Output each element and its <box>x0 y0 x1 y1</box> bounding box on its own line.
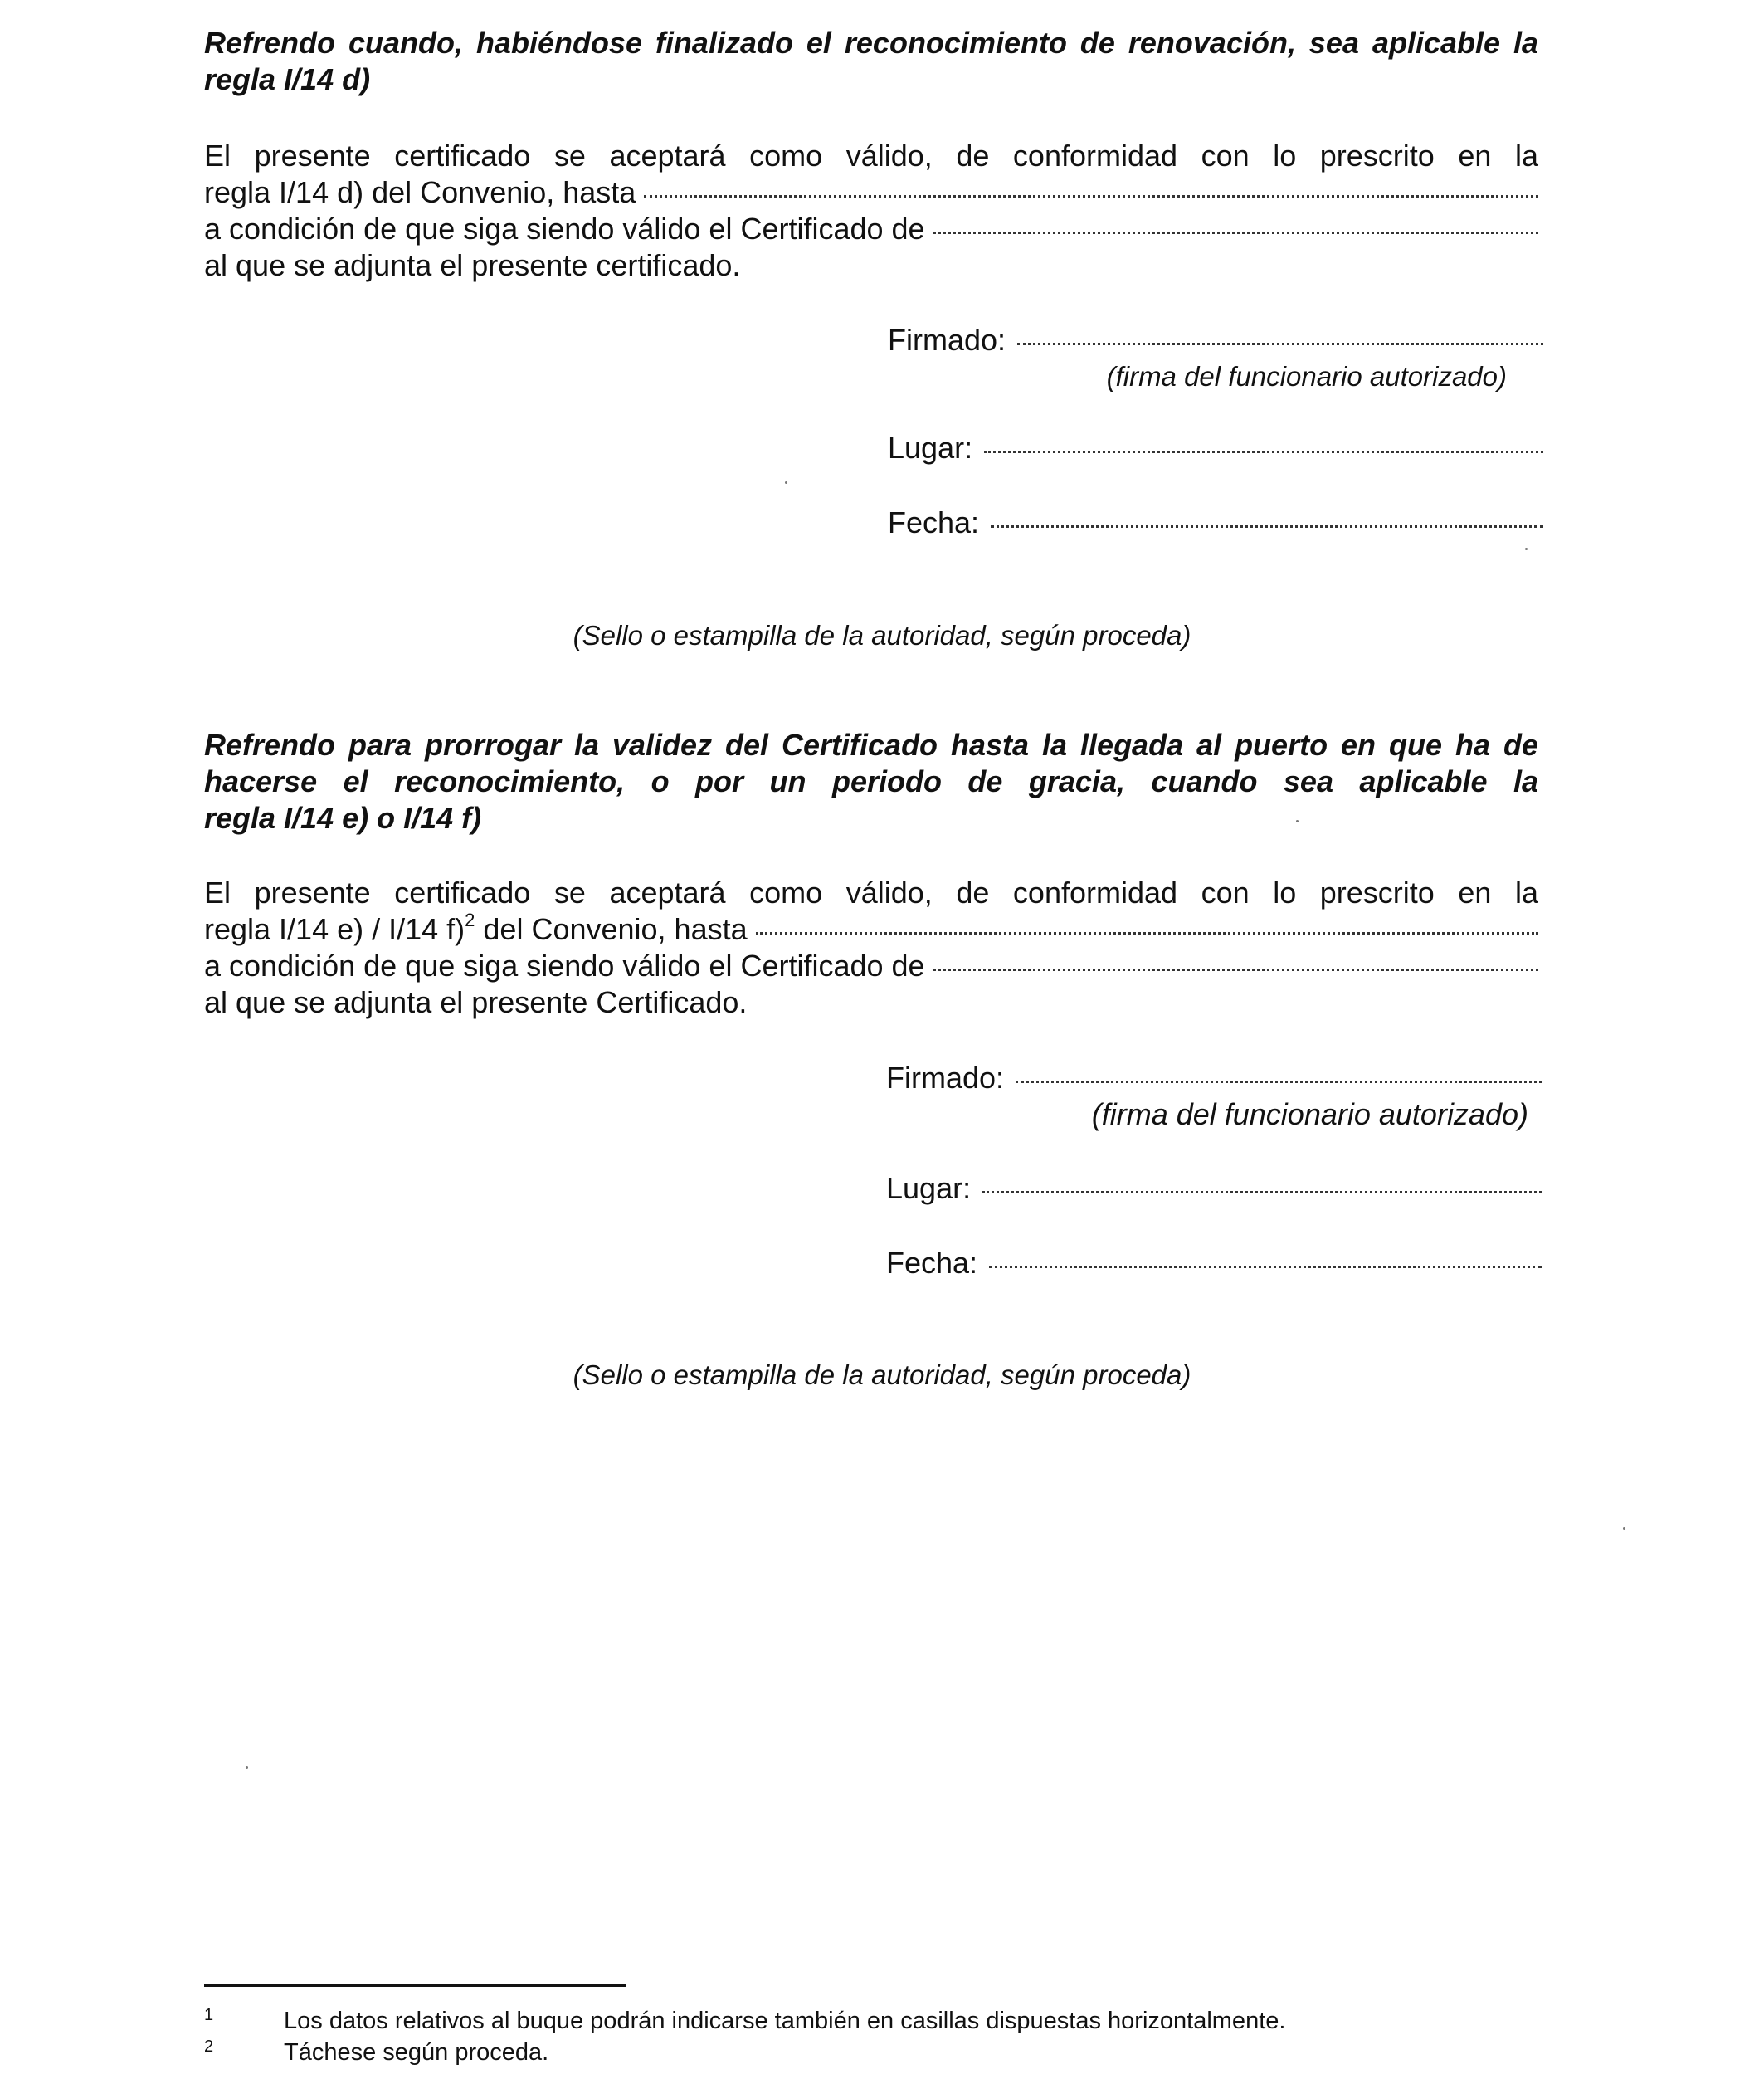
scan-speck <box>1296 820 1299 822</box>
section2-place-block <box>886 1170 1542 1207</box>
section2-place-field[interactable] <box>982 1191 1542 1193</box>
section2-heading-line3: regla I/14 e) o I/14 f) <box>204 801 482 835</box>
section2-date-label: Fecha: <box>886 1246 978 1280</box>
section1-place-block <box>888 430 1543 466</box>
section1-until-field[interactable] <box>644 195 1538 198</box>
scan-speck <box>246 1766 248 1769</box>
section2-heading <box>204 727 1538 837</box>
section2-stamp-note: (Sello o estampilla de la autoridad, según proceda) <box>573 1359 1191 1390</box>
scan-speck <box>785 481 787 484</box>
section1-signed-field[interactable] <box>1017 343 1543 345</box>
section2-para-line4: al que se adjunta el presente Certificado. <box>204 985 748 1019</box>
section2-certificate-field[interactable] <box>933 969 1538 971</box>
section1-heading <box>204 25 1538 98</box>
section2-signed-label: Firmado: <box>886 1061 1005 1095</box>
scan-speck <box>1623 1527 1625 1530</box>
footnote-1 <box>204 2007 1285 2035</box>
section1-date-field[interactable] <box>991 525 1543 528</box>
section1-stamp-note: (Sello o estampilla de la autoridad, según proceda) <box>573 620 1191 651</box>
footnote-2 <box>204 2038 548 2067</box>
section1-heading-line1: Refrendo cuando, habiéndose finalizado el reconocimiento de renovación, sea aplicable la <box>204 26 1538 60</box>
section2-signed-caption: (firma del funcionario autorizado) <box>1091 1097 1528 1131</box>
section2-para-line2-b: del Convenio, hasta <box>475 912 748 946</box>
footnote-1-number: 1 <box>204 2006 214 2024</box>
section1-certificate-field[interactable] <box>933 232 1538 234</box>
section2-until-row <box>204 911 1538 948</box>
section2-date-field[interactable] <box>989 1266 1542 1268</box>
section2-certificate-row <box>204 948 1538 984</box>
section1-date-label: Fecha: <box>888 505 980 539</box>
section1-heading-line2: regla I/14 d) <box>204 62 371 96</box>
section2-signed-block <box>886 1060 1542 1133</box>
section1-para-line2: regla I/14 d) del Convenio, hasta <box>204 175 636 209</box>
section2-place-label: Lugar: <box>886 1171 972 1205</box>
section2-para-line2 <box>204 911 748 948</box>
footnote-1-text: Los datos relativos al buque podrán indicarse también en casillas dispuestas horizontalmente. <box>284 2008 1286 2034</box>
section1-para-line3: a condición de que siga siendo válido el Certificado de <box>204 212 925 246</box>
section2-date-block <box>886 1245 1542 1281</box>
section2-heading-line1: Refrendo para prorrogar la validez del Certificado hasta la llegada al puerto en que ha de <box>204 728 1538 762</box>
section2-heading-line2: hacerse el reconocimiento, o por un periodo de gracia, cuando sea aplicable la <box>204 764 1538 798</box>
section1-signed-label: Firmado: <box>888 323 1006 357</box>
section1-para-line4: al que se adjunta el presente certificado. <box>204 248 741 282</box>
section1-place-label: Lugar: <box>888 431 973 465</box>
section1-place-field[interactable] <box>984 451 1543 453</box>
footnote-separator <box>204 1984 626 1987</box>
section2-paragraph <box>204 875 1538 1021</box>
footnote-2-number: 2 <box>204 2037 214 2056</box>
section1-signed-caption: (firma del funcionario autorizado) <box>1106 361 1507 392</box>
section2-para-line1: El presente certificado se aceptará como válido, de conformidad con lo prescrito en la <box>204 876 1538 910</box>
scan-speck <box>1525 548 1528 550</box>
section1-paragraph <box>204 138 1538 284</box>
section1-certificate-row <box>204 211 1538 247</box>
section2-until-field[interactable] <box>756 932 1538 935</box>
section2-para-line3: a condición de que siga siendo válido el Certificado de <box>204 949 925 983</box>
section1-para-line1: El presente certificado se aceptará como válido, de conformidad con lo prescrito en la <box>204 139 1538 173</box>
section1-date-block <box>888 505 1543 541</box>
section1-signed-block <box>888 322 1543 395</box>
footnote-ref-2: 2 <box>465 910 475 930</box>
section2-signed-field[interactable] <box>1016 1081 1542 1083</box>
footnote-2-text: Táchese según proceda. <box>284 2039 549 2066</box>
section1-until-row <box>204 174 1538 211</box>
section2-para-line2-a: regla I/14 e) / I/14 f) <box>204 912 465 946</box>
